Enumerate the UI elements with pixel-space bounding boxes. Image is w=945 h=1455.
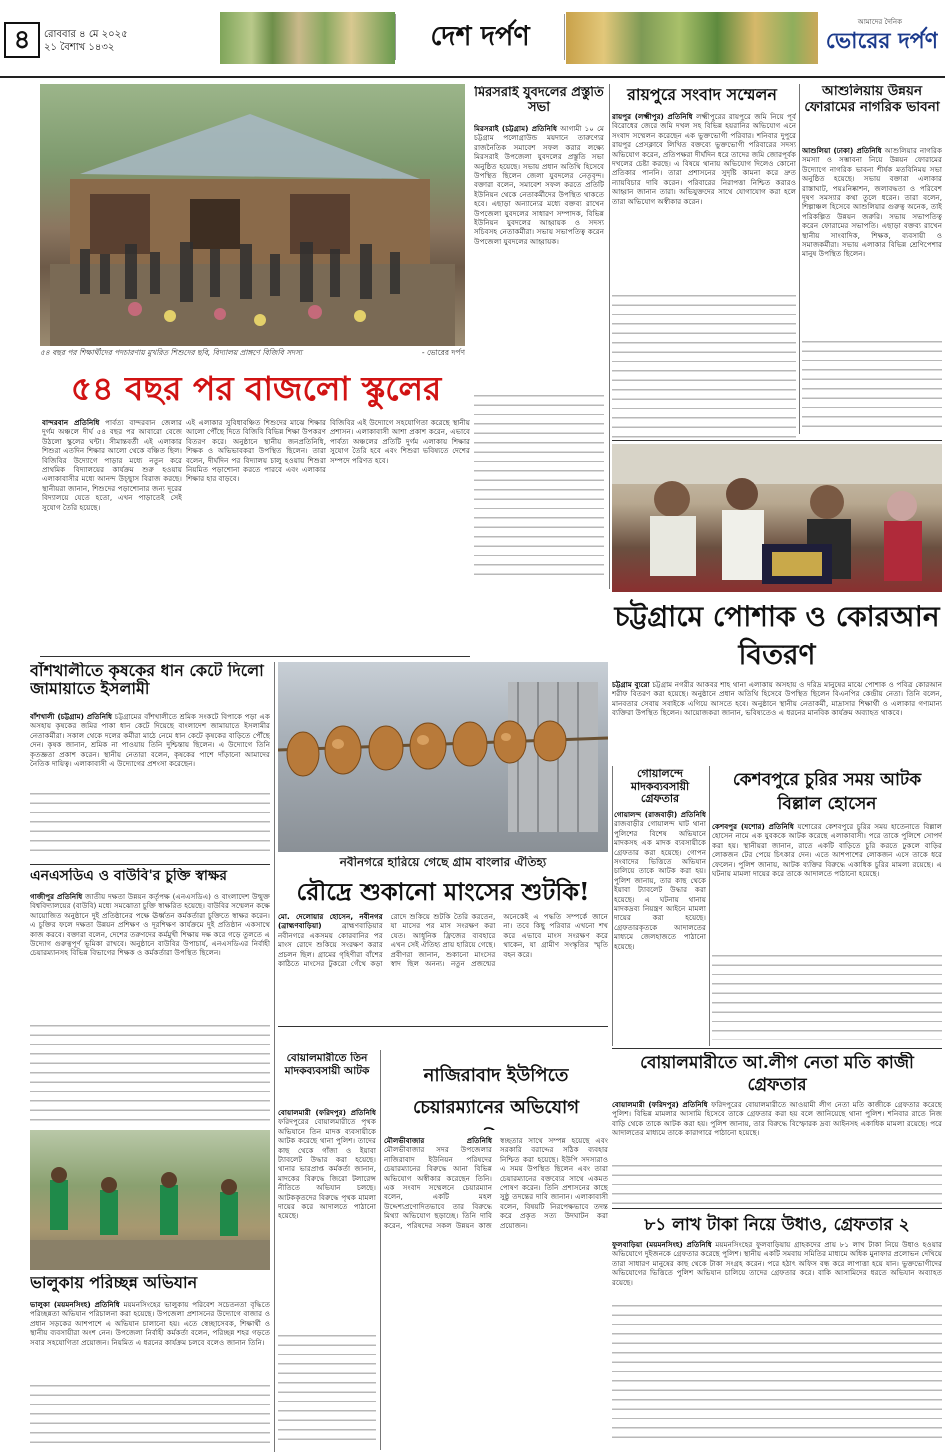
keshabpur-body-continued (712, 950, 942, 1040)
nsd-byline: গাজীপুর প্রতিনিধি (30, 892, 83, 901)
keshabpur-byline: কেশবপুর (যশোর) প্রতিনিধি (712, 822, 794, 831)
bhaluka-text: ময়মনসিংহের ভালুকায় পরিবেশ সচেতনতা বৃদ্ধিতে পরিচ্ছন্নতা অভিযান পরিচালনা করা হয়েছে। উপজেলা প্রশাসনের উদ্যোগে বাজার ও প্রধান সড়কের আশপাশে এ অভিযান চালানো হয়। এতে স্বেচ্ছাসেবক, শিক্ষার্থী ও স্থানীয় ব্যবসায়ীরা অংশ নেন। উপজেলা নির্বাহী কর্মকর্তা বলেন, পরিচ্ছন্ন শহর গড়তে সবার সহযোগিতা প্রয়োজন। নিয়মিত এ ধরনের কার্যক্রম চলবে বলেও জানান তিনি। (30, 1300, 270, 1347)
page-number: ৪ (13, 25, 31, 55)
divider (30, 864, 270, 865)
boalmari1-text: ফরিদপুরের বোয়ালমারীতে আওয়ামী লীগ নেতা মতি কাজীকে গ্রেফতার করেছে পুলিশ। বিভিন্ন মামলার আসামি হিসেবে তাকে গ্রেফতার করা হয় বলে জানিয়েছে থানা পুলিশ। শনিবার রাতে নিজ বাড়ি থেকে তাকে আটক করা হয়। পুলিশ জানায়, তার বিরুদ্ধে বিস্ফোরক দ্রব্য আইনসহ একাধিক মামলা রয়েছে। পরে আদালতের মাধ্যমে তাকে কারাগারে পাঠানো হয়েছে। (612, 1100, 942, 1138)
meat-byline: মো. দেলোয়ার হোসেন, নবীনগর (ব্রাহ্মণবাড়িয়া) (278, 912, 383, 931)
date-line-1: রোববার ৪ মে ২০২৫ (44, 29, 128, 40)
school-body-col1 (42, 418, 182, 653)
masthead-logo (820, 16, 938, 62)
banshkhali-byline: বাঁশখালী (চট্টগ্রাম) প্রতিনিধি (30, 712, 113, 721)
school-byline: বান্দরবান প্রতিনিধি (42, 418, 100, 427)
photo-caption-text: ৫৪ বছর পর শিক্ষার্থীদের পদচারণায় মুখরিত শিশুদের ছবি, বিদ্যালয় প্রাঙ্গণে বিজিবি সদস্য (40, 348, 303, 357)
goalanda-box (614, 768, 706, 1046)
boalmari2-byline: বোয়ালমারী (ফরিদপুর) প্রতিনিধি (278, 1108, 376, 1117)
bhaluka-photo (30, 1130, 270, 1270)
meat-kicker: নবীনগরে হারিয়ে গেছে গ্রাম বাংলার ঐতিহ্য (339, 856, 547, 869)
raipur-headline: রায়পুরে সংবাদ সম্মেলন (627, 86, 777, 104)
raipur-byline: রায়পুর (লক্ষ্মীপুর) প্রতিনিধি (612, 112, 693, 121)
school-body-col3 (330, 418, 470, 653)
najirabad-byline: মৌলভীবাজার প্রতিনিধি (384, 1136, 492, 1145)
divider (278, 1026, 608, 1027)
boalmari1-body-continued (612, 1160, 942, 1204)
ashulia-text: আশুলিয়ার নাগরিক সমস্যা ও সম্ভাবনা নিয়ে উন্নয়ন ফোরামের উদ্যোগে নাগরিক ভাবনা শীর্ষক মতবিনিময় সভা অনুষ্ঠিত হয়েছে। সভায় বক্তারা এলাকার রাস্তাঘাট, পয়ঃনিষ্কাশন, জলাবদ্ধতা ও পরিবেশ দূষণ সমস্যার কথা তুলে ধরেন। তারা বলেন, শিল্পাঞ্চল হিসেবে আশুলিয়ার গুরুত্ব অনেক, তাই পরিকল্পিত উন্নয়ন জরুরি। সভায় সভাপতিত্ব করেন ফোরামের সভাপতি। এছাড়া বক্তব্য রাখেন স্থানীয় সাংবাদিক, শিক্ষক, ব্যবসায়ী ও সমাজকর্মীরা। সভায় এলাকার বিভিন্ন শ্রেণিপেশার মানুষ উপস্থিত ছিলেন। (802, 146, 942, 259)
bhaluka-photo-illustration (30, 1130, 270, 1270)
ctg-body (612, 680, 942, 760)
boalmari2-headline: বোয়ালমারীতে তিন মাদকব্যবসায়ী আটক (284, 1052, 370, 1077)
goalanda-body (614, 810, 706, 1042)
ctg-byline: চট্টগ্রাম ব্যুরো (612, 680, 650, 689)
taka-headline: ৮১ লাখ টাকা নিয়ে উধাও, গ্রেফতার ২ (644, 1215, 910, 1235)
ashulia-byline: আশুলিয়া (ঢাকা) প্রতিনিধি (802, 146, 882, 155)
nsd-text: জাতীয় দক্ষতা উন্নয়ন কর্তৃপক্ষ (এনএসডিএ) ও বাংলাদেশ উন্মুক্ত বিশ্ববিদ্যালয়ের (বাউবি) মধ্যে সমঝোতা চুক্তি স্বাক্ষরিত হয়েছে। বাউবির সম্মেলন কক্ষে আয়োজিত অনুষ্ঠানে দুই প্রতিষ্ঠানের পক্ষে ঊর্ধ্বতন কর্মকর্তারা চুক্তিতে স্বাক্ষর করেন। এ চুক্তির ফলে দক্ষতা উন্নয়ন প্রশিক্ষণ ও দূরশিক্ষণ কার্যক্রমে দুই প্রতিষ্ঠান একসাথে কাজ করবে। বক্তারা বলেন, দেশের তরুণদের কর্মমুখী শিক্ষায় দক্ষ করে গড়ে তুলতে এ উদ্যোগ গুরুত্বপূর্ণ ভূমিকা রাখবে। অনুষ্ঠানে বাউবির উপাচার্য, এনএসডিএর নির্বাহী চেয়ারম্যানসহ বিভিন্ন বিভাগের শিক্ষক ও কর্মকর্তারা উপস্থিত ছিলেন। (30, 892, 270, 958)
mirsharai-headline: মিরসরাই যুবদলের প্রস্তুতি সভা (474, 86, 604, 115)
boalmari1-headline: বোয়ালমারীতে আ.লীগ নেতা মতি কাজী গ্রেফতার (640, 1053, 914, 1095)
school-photo-caption (40, 348, 465, 360)
najirabad-headline: নাজিরাবাদ ইউপিতে চেয়ারম্যানের অভিযোগ (412, 1065, 580, 1118)
taka-body-continued (612, 1300, 942, 1446)
logo-name: ভোরের দর্পণ (825, 28, 938, 54)
nsd-body-continued (30, 1020, 270, 1122)
meat-body (278, 912, 608, 1022)
bhaluka-headline: ভালুকায় পরিচ্ছন্ন অভিযান (30, 1274, 198, 1292)
meat-photo (278, 662, 608, 852)
banshkhali-body-continued (30, 788, 270, 858)
divider (274, 662, 275, 1452)
taka-byline: ফুলবাড়িয়া (ময়মনসিংহ) প্রতিনিধি (612, 1240, 712, 1249)
school-photo (40, 84, 465, 346)
bhaluka-body-continued (30, 1380, 270, 1446)
ctg-photo-illustration (612, 444, 942, 592)
divider (612, 1208, 942, 1209)
ashulia-headline: আশুলিয়ায় উন্নয়ন ফোরামের নাগরিক ভাবনা (804, 84, 940, 115)
keshabpur-headline: কেশবপুরে চুরির সময় আটক বিল্লাল হোসেন (732, 770, 922, 814)
divider (380, 1050, 381, 1450)
divider (612, 766, 613, 1046)
goalanda-byline: গোয়ালন্দ (রাজবাড়ী) প্রতিনিধি (614, 810, 706, 819)
raipur-body-continued (612, 290, 796, 438)
goalanda-text: রাজবাড়ীর গোয়ালন্দ ঘাট থানা পুলিশের বিশেষ অভিযানে মাদকসহ এক মাদক ব্যবসায়ীকে গ্রেফতার করা হয়েছে। গোপন সংবাদের ভিত্তিতে অভিযান চালিয়ে তাকে আটক করা হয়। পুলিশ জানায়, তার কাছ থেকে ইয়াবা ট্যাবলেট উদ্ধার করা হয়েছে। এ ঘটনায় থানায় মাদকদ্রব্য নিয়ন্ত্রণ আইনে মামলা দায়ের করা হয়েছে। গ্রেফতারকৃতকে আদালতের মাধ্যমে জেলহাজতে পাঠানো হয়েছে। (614, 819, 706, 951)
school-body-3: বিজিবির এই উদ্যোগে সহযোগিতা করেছে স্থানীয় প্রশাসন। এলাকাবাসী আশা প্রকাশ করেন, এভাবে পার্বত্য অঞ্চলের প্রতিটি দুর্গম এলাকায় শিক্ষার সুযোগ তৈরি হবে এবং শিশুরা ভবিষ্যতে দেশের সম্পদে পরিণত হবে। (330, 418, 470, 465)
raipur-text: লক্ষ্মীপুরের রায়পুরে জমি নিয়ে পূর্ব বিরোধের জেরে জমি দখল সহ বিভিন্ন হয়রানির অভিযোগ এনে সংবাদ সম্মেলন করেছেন এক ভুক্তভোগী পরিবার। শনিবার দুপুরে রায়পুর প্রেসক্লাবে লিখিত বক্তব্যে ভুক্তভোগী পরিবারের সদস্য অভিযোগ করেন, প্রতিপক্ষরা দীর্ঘদিন ধরে তাদের জমি জোরপূর্বক দখলের চেষ্টা করছে। এ বিষয়ে থানায় অভিযোগ দিলেও কোনো প্রতিকার পাননি। তারা প্রশাসনের সুদৃষ্টি কামনা করে দ্রুত ন্যায়বিচার দাবি করেন। পরিবারের নিরাপত্তা নিশ্চিত করারও আহ্বান জানান তারা। অভিযুক্তদের সাথে যোগাযোগ করা হলে তারা অভিযোগ অস্বীকার করেন। (612, 112, 796, 206)
divider (612, 1048, 942, 1049)
date-line-2: ২১ বৈশাখ ১৪৩২ (44, 42, 115, 53)
header-date (44, 28, 164, 54)
nsd-headline: এনএসডিএ ও বাউবি'র চুক্তি স্বাক্ষর (30, 868, 227, 884)
najirabad-text: মৌলভীবাজার সদর উপজেলার নাজিরাবাদ ইউনিয়ন পরিষদের চেয়ারম্যানের বিরুদ্ধে আনা বিভিন্ন অভিযোগ অস্বীকার করেছেন তিনি। এক সংবাদ সম্মেলনে চেয়ারম্যান বলেন, একটি মহল উদ্দেশ্যপ্রণোদিতভাবে তার বিরুদ্ধে মিথ্যা অভিযোগ ছড়াচ্ছে। তিনি দাবি করেন, পরিষদের সকল উন্নয়ন কাজ স্বচ্ছতার সাথে সম্পন্ন হয়েছে এবং সরকারি বরাদ্দের সঠিক ব্যবহার নিশ্চিত করা হয়েছে। ইউপি সদস্যরাও এ সময় উপস্থিত ছিলেন এবং তারা চেয়ারম্যানের বক্তব্যের সাথে একমত পোষণ করেন। তিনি প্রশাসনের কাছে সুষ্ঠু তদন্তের দাবি জানান। এলাকাবাসী বলেন, বিষয়টি নিরপেক্ষভাবে তদন্ত করে প্রকৃত সত্য উদঘাটন করা প্রয়োজন। (384, 1136, 608, 1230)
school-body-1: পার্বত্য বান্দরবান জেলার দুর্গম অঞ্চলে দীর্ঘ ৫৪ বছর পর আবারো বেজে উঠলো স্কুলের ঘন্টা। সীমান্তবর্তী এই এলাকার শিশুরা এতদিন শিক্ষার আলো থেকে বঞ্চিত ছিল। বিজিবির উদ্যোগে পাড়ার মধ্যে নতুন করে প্রাথমিক বিদ্যালয়ের কার্যক্রম শুরু হওয়ায় এলাকাবাসীর মধ্যে আনন্দ উচ্ছ্বাস বিরাজ করছে। স্থানীয়রা জানান, শিশুদের পড়াশোনার জন্য দূরের বিদ্যালয়ে যেতে হতো, এখন পাড়াতেই সেই সুযোগ তৈরি হয়েছে। (42, 418, 182, 512)
page-number-box (4, 22, 40, 58)
school-body-col2 (186, 418, 326, 653)
mirsharai-text: আগামী ১০ মে চট্টগ্রাম পলোগ্রাউন্ড ময়দানে তারুণ্যের রাজনৈতিক সমাবেশ সফল করার লক্ষ্যে মিরসরাই উপজেলা যুবদলের প্রস্তুতি সভা অনুষ্ঠিত হয়েছে। সভায় প্রধান অতিথি হিসেবে উপস্থিত ছিলেন জেলা যুবদলের নেতৃবৃন্দ। বক্তারা বলেন, সমাবেশ সফল করতে প্রতিটি ইউনিয়ন থেকে নেতাকর্মীদের উপস্থিত থাকতে হবে। এছাড়া অন্যান্যের মধ্যে বক্তব্য রাখেন উপজেলা যুবদলের সাধারণ সম্পাদক, বিভিন্ন ইউনিয়ন যুবদলের আহ্বায়ক ও সদস্য সচিবসহ নেতাকর্মীরা। সভায় সভাপতিত্ব করেন উপজেলা যুবদলের আহ্বায়ক। (474, 124, 604, 246)
divider (612, 440, 942, 441)
page-header (0, 0, 945, 78)
school-photo-illustration (40, 84, 465, 346)
ctg-photo (612, 444, 942, 592)
taka-text: ময়মনসিংহের ফুলবাড়িয়ায় গ্রাহকদের প্রায় ৮১ লাখ টাকা নিয়ে উধাও হওয়ার অভিযোগে দুইজনকে গ্রেফতার করেছে পুলিশ। স্থানীয় একটি সমবায় সমিতির মাধ্যমে অধিক মুনাফার প্রলোভন দেখিয়ে তারা সাধারণ মানুষের কাছ থেকে টাকা সংগ্রহ করেন। পরে হঠাৎ অফিস বন্ধ করে লাপাত্তা হয়ে যান। ভুক্তভোগীদের অভিযোগের ভিত্তিতে পুলিশ অভিযান চালিয়ে তাদের গ্রেফতার করে। বাকি আসামিদের ধরতে অভিযান অব্যাহত রয়েছে। (612, 1240, 942, 1287)
najirabad-body (384, 1136, 608, 1448)
ctg-text: চট্টগ্রাম নগরীর আকবর শাহ থানা এলাকায় অসহায় ও দরিদ্র মানুষের মাঝে পোশাক ও পবিত্র কোরআন শরীফ বিতরণ করা হয়েছে। অনুষ্ঠানে প্রধান অতিথি হিসেবে উপস্থিত ছিলেন বিএনপির কেন্দ্রীয় নেতা। তিনি বলেন, মানবতার সেবায় সবাইকে এগিয়ে আসতে হবে। অনুষ্ঠানে স্থানীয় নেতাকর্মী, মাদ্রাসার শিক্ষার্থী ও এলাকার গণ্যমান্য ব্যক্তিরা উপস্থিত ছিলেন। আয়োজকরা জানান, ভবিষ্যতেও এ ধরনের মানবিক কার্যক্রম অব্যাহত থাকবে। (612, 680, 942, 718)
boalmari2-text: ফরিদপুরের বোয়ালমারীতে পৃথক অভিযানে তিন মাদক ব্যবসায়ীকে আটক করেছে থানা পুলিশ। তাদের কাছ থেকে গাঁজা ও ইয়াবা ট্যাবলেট উদ্ধার করা হয়েছে। থানার ভারপ্রাপ্ত কর্মকর্তা জানান, মাদকের বিরুদ্ধে জিরো টলারেন্স নীতিতে অভিযান চলছে। আটককৃতদের বিরুদ্ধে পৃথক মামলা দায়ের করে আদালতে পাঠানো হয়েছে। (278, 1117, 376, 1221)
photo-credit: - ভোরের দর্পণ (421, 348, 465, 357)
logo-tagline: আমাদের দৈনিক (857, 18, 902, 26)
header-photo-strip-right (566, 12, 818, 64)
meat-photo-illustration (278, 662, 608, 852)
section-title: দেশ দর্পণ (395, 14, 565, 60)
header-photo-strip-left (220, 12, 395, 64)
banshkhali-text: চট্টগ্রামের বাঁশখালীতে শ্রমিক সংকটে বিপাকে পড়া এক অসহায় কৃষকের জমির পাকা ধান কেটে দিয়েছে বাংলাদেশ জামায়াতে ইসলামীর নেতাকর্মীরা। সকাল থেকে দলের কর্মীরা মাঠে নেমে ধান কেটে কৃষকের বাড়িতে পৌঁছে দেন। কৃষক জানান, শ্রমিক না পাওয়ায় তিনি দুশ্চিন্তায় ছিলেন। এ উদ্যোগে তিনি কৃতজ্ঞতা প্রকাশ করেন। স্থানীয় নেতারা বলেন, কৃষকের পাশে দাঁড়ানো আমাদের নৈতিক দায়িত্ব। এলাকাবাসী এ উদ্যোগের প্রশংসা করেছেন। (30, 712, 270, 769)
school-headline: ৫৪ বছর পর বাজলো স্কুলের (70, 369, 442, 408)
boalmari2-body-continued (278, 1330, 376, 1446)
bhaluka-byline: ভালুকা (ময়মনসিংহ) প্রতিনিধি (30, 1300, 120, 1309)
ashulia-body-continued (802, 336, 942, 434)
divider (40, 656, 470, 657)
goalanda-title: গোয়ালন্দে মাদকব্যবসায়ী গ্রেফতার (630, 768, 690, 806)
mirsharai-byline: মিরসরাই (চট্টগ্রাম) প্রতিনিধি (474, 124, 557, 133)
meat-headline: রৌদ্রে শুকানো মাংসের শুটকি! (296, 877, 590, 906)
boalmari1-byline: বোয়ালমারী (ফরিদপুর) প্রতিনিধি (612, 1100, 708, 1109)
ctg-headline: চট্টগ্রামে পোশাক ও কোরআন বিতরণ (614, 600, 940, 671)
mirsharai-body-continued (474, 390, 604, 580)
school-body-2: এই এলাকার সুবিধাবঞ্চিত শিশুদের মাঝে শিক্ষার আলো পৌঁছে দিতে বিজিবি বিভিন্ন শিক্ষা উপকরণ বিতরণ করে। অনুষ্ঠানে স্থানীয় জনপ্রতিনিধি, শিক্ষক ও অভিভাবকরা উপস্থিত ছিলেন। তারা বলেন, দীর্ঘদিন পর বিদ্যালয় চালু হওয়ায় শিশুরা নিয়মিত পড়াশোনা করতে পারবে এবং এলাকার শিক্ষার হার বাড়বে। (186, 418, 326, 484)
banshkhali-headline: বাঁশখালীতে কৃষকের ধান কেটে দিলো জামায়াতে ইসলামী (30, 662, 264, 699)
divider (609, 84, 610, 589)
divider (709, 766, 710, 1046)
meat-text: ব্রাহ্মণবাড়িয়ার নবীনগরে একসময় কোরবানির পর মাংস রোদে শুকিয়ে সংরক্ষণ করার প্রচলন ছিল। গ্রামের গৃহিণীরা বাঁশের কাঠিতে মাংসের টুকরো গেঁথে কড়া রোদে শুকিয়ে শুটকি তৈরি করতেন, যা মাসের পর মাস সংরক্ষণ করা যেত। আধুনিক ফ্রিজের ব্যবহারে এখন সেই ঐতিহ্য প্রায় হারিয়ে গেছে। প্রবীণরা জানান, শুকানো মাংসের স্বাদ ছিল অনন্য। নতুন প্রজন্মের অনেকেই এ পদ্ধতি সম্পর্কে জানে না। তবে কিছু পরিবার এখনো শখ করে এভাবে মাংস সংরক্ষণ করে থাকেন, যা গ্রামীণ সংস্কৃতির স্মৃতি বহন করে। (278, 912, 608, 969)
divider (799, 84, 800, 434)
keshabpur-text: যশোরের কেশবপুরে চুরির সময় হাতেনাতে বিল্লাল হোসেন নামে এক যুবককে আটক করেছে এলাকাবাসী। পরে তাকে পুলিশে সোপর্দ করা হয়। স্থানীয়রা জানান, রাতে একটি বাড়িতে চুরি করতে ঢুকলে বাড়ির লোকজন টের পেয়ে চিৎকার দেন। এতে আশপাশের লোকজন এসে তাকে ধরে ফেলেন। পুলিশ জানায়, আটক ব্যক্তির বিরুদ্ধে একাধিক চুরির মামলা রয়েছে। এ ঘটনায় মামলা দায়ের করে তাকে আদালতে পাঠানো হয়েছে। (712, 822, 942, 879)
